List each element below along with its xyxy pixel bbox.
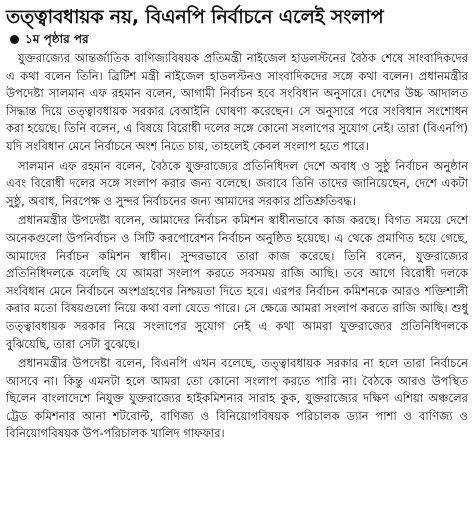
bullet-icon <box>10 35 19 44</box>
continued-label: ১ম পৃষ্ঠার পর <box>25 32 89 46</box>
headline: তত্ত্বাবধায়ক নয়, বিএনপি নির্বাচনে এলেই সংলাপ <box>6 6 384 28</box>
article-body <box>6 50 468 443</box>
paragraph: যুক্তরাজ্যের আন্তর্জাতিক বাণিজ্যবিষয়ক প্রতিমন্ত্রী নাইজেল হাডলস্টনের বৈঠক শেষে সাংবাদিকদের এ কথা বলেন তিনি। ব্রিটিশ মন্ত্রী নাইজেল হাডলস্টনও সাংবাদিকদের সঙ্গে কথা বলেন। প্রধানমন্ত্রীর উপদেষ্টা সালমান এফ রহমান বলেন, আগামী নির্বাচন হবে সংবিধান অনুসারে। দেশের উচ্চ আদালত সিদ্ধান্ত দিয়ে তত্ত্বাবধায়ক সরকার বেআইনি ঘোষণা করেছেন। সে অনুসারে পরে সংবিধান সংশোধন করা হয়েছে। তিনি বলেন, এ বিষয়ে বিরোধী দলের সঙ্গে কোনো সংলাপের সুযোগ নেই। তারা (বিএনপি) যদি সংবিধান মেনে নির্বাচনে অংশ নিতে চায়, তাহলেই কেবল সংলাপ হতে পারে। <box>6 51 468 153</box>
paragraph: প্রধানমন্ত্রীর উপদেষ্টা বলেন, বিএনপি এখন বলেছে, তত্ত্বাবধায়ক সরকার না হলে তারা নির্বাচনে আসবে না। কিন্তু এমনটা হলে আমরা তো কোনো সংলাপ করতে পারি না। বৈঠকে আরও উপস্থিত ছিলেন বাংলাদেশে নিযুক্ত যুক্তরাজ্যের হাইকমিশনার সারাহ কুক, যুক্তরাজ্যের দক্ষিণ এশিয়া অঞ্চলের ট্রেড কমিশনার আনা শটবোল্ট, বাণিজ্য ও বিনিয়োগবিষয়ক পরিচালক ড্যান পাশা ও বাণিজ্য ও বিনিয়োগবিষয়ক উপ-পরিচালক খালিদ গাফফার। <box>6 356 468 441</box>
paragraph: প্রধানমন্ত্রীর উপদেষ্টা বলেন, আমাদের নির্বাচন কমিশন স্বাধীনভাবে কাজ করছে। বিগত সময়ে দেশে অনেকগুলো উপনির্বাচন ও সিটি করপোরেশন নির্বাচন অনুষ্ঠিত হয়েছে। এ থেকে প্রমাণিত হয়ে গেছে, আমাদের নির্বাচন কমিশন স্বাধীন। সুন্দরভাবে তারা কাজ করেছে। তিনি বলেন, যুক্তরাজ্যের প্রতিনিধিদলকে বলেছি যে আমরা সংলাপ করতে সবসময় রাজি আছি। তবে আগে বিরোধী দলকে সংবিধান মেনে নির্বাচনে অংশগ্রহণের নিশ্চয়তা দিতে হবে। এরপর নির্বাচন কমিশনকে আরও শক্তিশালী করার মতো বিষয়গুলো নিয়ে কথা বলা যেতে পারে। সে ক্ষেত্রে আমরা সংলাপ করতে রাজি আছি। শুধু তত্ত্বাবধায়ক সরকার নিয়ে সংলাপের সুযোগ নেই এ কথা আমরা যুক্তরাজ্যের প্রতিনিধিদলকে বুঝিয়েছি, তারা সেটা বুঝেছে। <box>6 213 468 351</box>
continued-from-line <box>10 31 468 47</box>
paragraph: সালমান এফ রহমান বলেন, বৈঠকে যুক্তরাজ্যের প্রতিনিধিদল দেশে অবাধ ও সুষ্ঠু নির্বাচন অনুষ্ঠান এবং বিরোধী দলের সঙ্গে সংলাপ করার জন্য বলেছে। জবাবে তিনি তাদের জানিয়েছেন, দেশে একটা সুষ্ঠু, অবাধ, নিরপেক্ষ ও সুন্দর নির্বাচনের জন্য আমাদের সরকার প্রতিশ্রুতিবদ্ধ। <box>6 158 468 208</box>
